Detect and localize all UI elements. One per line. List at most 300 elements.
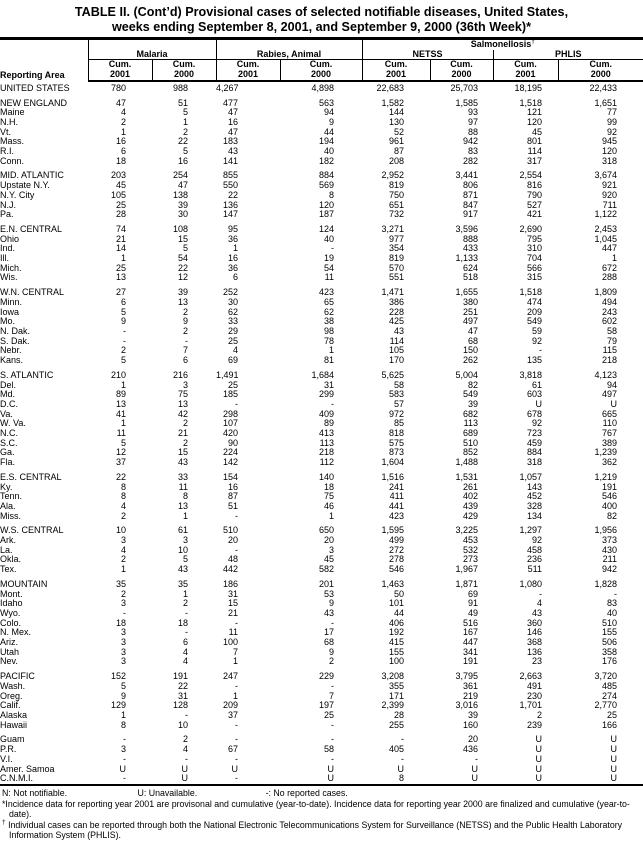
value-cell: 45 — [323, 554, 334, 565]
value-cell: 146 — [526, 627, 542, 638]
reporting-area-cell: P.R. — [0, 744, 17, 755]
value-cell: U — [327, 773, 334, 784]
reporting-area-cell: Wash. — [0, 680, 26, 691]
value-cell: 87 — [227, 491, 238, 502]
value-cell: 101 — [388, 598, 404, 609]
value-cell: 47 — [467, 325, 478, 336]
value-cell: 2 — [182, 598, 188, 609]
value-cell: 409 — [318, 408, 334, 419]
value-cell: 678 — [526, 408, 542, 419]
value-cell: 1,516 — [381, 471, 404, 482]
value-cell: 1,518 — [519, 97, 542, 108]
value-cell: 651 — [388, 199, 404, 210]
value-cell: 115 — [602, 345, 618, 356]
value-cell: 2 — [120, 588, 126, 599]
value-cell: 25 — [607, 710, 618, 720]
value-cell: 1 — [232, 690, 238, 701]
value-cell: 92 — [607, 126, 618, 137]
value-cell: 17 — [323, 627, 334, 638]
table-row — [0, 590, 643, 600]
value-cell: 45 — [531, 126, 542, 137]
value-cell: 21 — [227, 607, 238, 618]
value-cell: 9 — [120, 316, 126, 327]
value-cell: U — [181, 763, 188, 774]
value-cell: 22,433 — [589, 82, 618, 93]
reporting-area-cell: Mich. — [0, 262, 22, 273]
value-cell: 197 — [318, 700, 334, 711]
value-cell: 22 — [177, 680, 188, 691]
table-row — [0, 682, 643, 692]
table-row — [0, 657, 643, 667]
value-cell: 176 — [602, 656, 618, 667]
value-cell: 94 — [607, 379, 618, 390]
value-cell: 36 — [227, 233, 238, 244]
value-cell: 13 — [177, 296, 188, 307]
value-cell: 261 — [462, 481, 478, 492]
value-cell: 1,604 — [381, 457, 404, 468]
reporting-area-cell: Colo. — [0, 617, 22, 628]
value-cell: 170 — [388, 355, 404, 366]
reporting-area-cell: Del. — [0, 379, 17, 390]
value-cell: 1 — [120, 564, 126, 575]
value-cell: 239 — [526, 719, 542, 730]
reporting-area-cell: Mont. — [0, 588, 23, 599]
value-cell: 1 — [612, 253, 618, 264]
value-cell: - — [331, 753, 334, 764]
value-cell: 75 — [323, 491, 334, 502]
value-cell: 211 — [602, 554, 618, 565]
table-row — [0, 721, 643, 731]
value-cell: 255 — [388, 719, 404, 730]
value-cell: 801 — [526, 136, 542, 147]
salmonellosis-label: Salmonellosis — [470, 39, 532, 49]
value-cell: 19 — [323, 253, 334, 264]
value-cell: 358 — [602, 646, 618, 657]
value-cell: 218 — [318, 447, 334, 458]
reporting-area-cell: Nebr. — [0, 345, 22, 356]
value-cell: 1,239 — [594, 447, 618, 458]
value-cell: 415 — [388, 637, 404, 648]
value-cell: - — [235, 680, 238, 691]
value-cell: 888 — [462, 233, 478, 244]
table-row — [0, 327, 643, 337]
value-cell: 4,898 — [311, 82, 334, 93]
value-cell: 497 — [462, 316, 478, 327]
value-cell: U — [610, 734, 618, 745]
reporting-area-cell: Calif. — [0, 700, 21, 711]
value-cell: 420 — [222, 428, 238, 439]
value-cell: 497 — [602, 389, 618, 400]
value-cell: 439 — [462, 500, 478, 511]
value-cell: 43 — [531, 607, 542, 618]
value-cell: 3 — [120, 598, 126, 609]
value-cell: 3 — [120, 627, 126, 638]
value-cell: 2 — [120, 554, 126, 565]
value-cell: 182 — [318, 155, 334, 166]
value-cell: 229 — [318, 671, 334, 682]
value-cell: 39 — [467, 710, 478, 720]
value-cell: 3,208 — [381, 671, 404, 682]
value-cell: 532 — [462, 544, 478, 555]
reporting-area-cell: MID. ATLANTIC — [0, 170, 64, 181]
value-cell: 35 — [115, 578, 126, 589]
table-row — [0, 225, 643, 235]
value-cell: 262 — [462, 355, 478, 366]
value-cell: 2,554 — [519, 170, 542, 181]
table-row — [0, 735, 643, 745]
reporting-area-cell: Va. — [0, 408, 13, 419]
value-cell: - — [235, 734, 238, 745]
value-cell: 236 — [526, 554, 542, 565]
value-cell: 847 — [462, 199, 478, 210]
value-cell: 624 — [462, 262, 478, 273]
value-cell: 527 — [526, 199, 542, 210]
value-cell: 288 — [602, 272, 618, 283]
value-cell: 341 — [462, 646, 478, 657]
reporting-area-cell: W.N. CENTRAL — [0, 287, 65, 298]
value-cell: 47 — [115, 97, 126, 108]
reporting-area-cell: N.C. — [0, 428, 18, 439]
value-cell: 4 — [182, 646, 188, 657]
value-cell: 10 — [115, 525, 126, 536]
value-cell: 40 — [323, 146, 334, 157]
value-cell: 2,770 — [594, 700, 618, 711]
value-cell: - — [614, 588, 618, 599]
value-cell: 3 — [120, 656, 126, 667]
value-cell: 299 — [318, 389, 334, 400]
value-cell: - — [331, 398, 334, 409]
value-cell: 201 — [318, 578, 334, 589]
reporting-area-cell: Upstate N.Y. — [0, 180, 50, 191]
value-cell: 315 — [526, 272, 542, 283]
value-cell: 58 — [393, 379, 404, 390]
value-cell: 8 — [120, 481, 126, 492]
value-cell: 16 — [115, 136, 126, 147]
value-cell: 4 — [182, 656, 188, 667]
value-cell: 92 — [531, 418, 542, 429]
value-cell: 458 — [526, 544, 542, 555]
value-cell: 16 — [227, 253, 238, 264]
value-cell: 82 — [607, 510, 618, 521]
value-cell: 36 — [227, 262, 238, 273]
value-cell: 155 — [602, 627, 618, 638]
value-cell: 2 — [182, 126, 188, 137]
reporting-area-cell: Guam — [0, 734, 25, 745]
table-row — [0, 254, 643, 264]
value-cell: 9 — [328, 646, 334, 657]
reporting-area-cell: N.Y. City — [0, 189, 35, 200]
value-cell: 8 — [182, 491, 188, 502]
value-cell: 51 — [227, 500, 238, 511]
value-cell: 518 — [462, 272, 478, 283]
value-cell: 31 — [323, 379, 334, 390]
value-cell: 124 — [318, 223, 334, 234]
value-cell: 25 — [115, 262, 126, 273]
col-header-netss-2001: Cum. 2001 — [362, 60, 430, 81]
value-cell: 144 — [388, 107, 404, 118]
value-cell: - — [123, 773, 126, 784]
value-cell: 819 — [388, 180, 404, 191]
value-cell: 68 — [467, 335, 478, 346]
value-cell: 1,582 — [381, 97, 404, 108]
value-cell: - — [185, 335, 188, 346]
value-cell: 13 — [115, 398, 126, 409]
value-cell: U — [610, 763, 618, 774]
value-cell: 13 — [177, 398, 188, 409]
table-row — [0, 118, 643, 128]
value-cell: 442 — [222, 564, 238, 575]
value-cell: U — [610, 398, 618, 409]
value-cell: 406 — [388, 617, 404, 628]
value-cell: 20 — [467, 734, 478, 745]
reporting-area-cell: R.I. — [0, 146, 15, 157]
value-cell: 75 — [177, 389, 188, 400]
reporting-area-cell: Iowa — [0, 306, 20, 317]
value-cell: 187 — [318, 209, 334, 220]
table-row — [0, 137, 643, 147]
value-cell: 25 — [227, 379, 238, 390]
value-cell: U — [119, 763, 126, 774]
value-cell: 373 — [602, 535, 618, 546]
value-cell: 1 — [120, 418, 126, 429]
value-cell: 603 — [526, 389, 542, 400]
reporting-area-cell: La. — [0, 544, 13, 555]
value-cell: 9 — [328, 598, 334, 609]
table-body — [0, 81, 643, 785]
value-cell: 11 — [228, 627, 238, 638]
value-cell: 447 — [462, 637, 478, 648]
value-cell: 39 — [467, 398, 478, 409]
value-cell: 3,720 — [594, 671, 618, 682]
value-cell: 310 — [526, 243, 542, 254]
value-cell: 563 — [318, 97, 334, 108]
value-cell: 141 — [222, 155, 238, 166]
value-cell: 942 — [602, 564, 618, 575]
value-cell: 871 — [462, 189, 478, 200]
value-cell: 25 — [323, 710, 334, 720]
value-cell: 210 — [110, 369, 126, 380]
value-cell: 795 — [526, 233, 542, 244]
table-row — [0, 308, 643, 318]
reporting-area-cell: Okla. — [0, 554, 22, 565]
value-cell: 154 — [222, 471, 238, 482]
value-cell: 69 — [467, 588, 478, 599]
value-cell: - — [235, 719, 238, 730]
table-row — [0, 410, 643, 420]
value-cell: 191 — [172, 671, 188, 682]
reporting-area-cell: Utah — [0, 646, 20, 657]
value-cell: 107 — [222, 418, 238, 429]
value-cell: 510 — [462, 437, 478, 448]
value-cell: 1,967 — [455, 564, 478, 575]
value-cell: 94 — [323, 107, 334, 118]
value-cell: 57 — [393, 398, 404, 409]
value-cell: 85 — [393, 418, 404, 429]
value-cell: 30 — [177, 209, 188, 220]
value-cell: 83 — [607, 598, 618, 609]
value-cell: 429 — [462, 510, 478, 521]
value-cell: 4 — [536, 598, 542, 609]
value-cell: 441 — [388, 500, 404, 511]
value-cell: 8 — [328, 189, 334, 200]
value-cell: 1,809 — [594, 287, 618, 298]
value-cell: 2 — [182, 325, 188, 336]
value-cell: - — [539, 345, 542, 356]
table-row — [0, 672, 643, 682]
value-cell: 136 — [222, 199, 238, 210]
reporting-area-cell: N. Dak. — [0, 325, 31, 336]
table-row — [0, 774, 643, 785]
reporting-area-cell: Ill. — [0, 253, 9, 264]
value-cell: 516 — [462, 617, 478, 628]
value-cell: 40 — [607, 607, 618, 618]
value-cell: 113 — [463, 418, 478, 429]
reporting-area-cell: Amer. Samoa — [0, 763, 55, 774]
reporting-area-cell: Conn. — [0, 155, 25, 166]
reporting-area-cell: S.C. — [0, 437, 18, 448]
value-cell: 31 — [227, 588, 238, 599]
value-cell: 380 — [462, 296, 478, 307]
value-cell: 219 — [462, 690, 478, 701]
value-cell: 550 — [222, 180, 238, 191]
value-cell: 39 — [177, 287, 188, 298]
value-cell: 362 — [602, 457, 618, 468]
value-cell: 114 — [389, 335, 404, 346]
legend-unavailable: U: Unavailable. — [137, 787, 198, 798]
value-cell: U — [610, 744, 618, 755]
value-cell: 711 — [602, 199, 618, 210]
value-cell: 16 — [227, 116, 238, 127]
table-row — [0, 273, 643, 283]
value-cell: 3,818 — [519, 369, 542, 380]
reporting-area-cell: Wyo. — [0, 607, 21, 618]
phlis-group-header: PHLIS — [493, 50, 643, 60]
value-cell: 243 — [602, 306, 618, 317]
reporting-area-cell: Alaska — [0, 710, 28, 720]
value-cell: 2 — [120, 345, 126, 356]
value-cell: 10 — [177, 719, 188, 730]
value-cell: 68 — [323, 637, 334, 648]
col-header-rabies-2000: Cum. 2000 — [280, 60, 362, 81]
value-cell: 5 — [182, 107, 188, 118]
value-cell: 43 — [177, 564, 188, 575]
value-cell: - — [123, 335, 126, 346]
value-cell: U — [535, 773, 542, 784]
value-cell: 3 — [182, 379, 188, 390]
value-cell: 18 — [323, 481, 334, 492]
value-cell: 11 — [178, 481, 188, 492]
value-cell: U — [535, 734, 542, 745]
value-cell: 704 — [526, 253, 542, 264]
value-cell: 2,663 — [519, 671, 542, 682]
value-cell: 575 — [388, 437, 404, 448]
value-cell: 65 — [323, 296, 334, 307]
value-cell: 62 — [323, 306, 334, 317]
value-cell: 53 — [323, 588, 334, 599]
malaria-group-header: Malaria — [88, 50, 216, 60]
value-cell: 3 — [328, 544, 334, 555]
value-cell: 425 — [388, 316, 404, 327]
reporting-area-cell: W. Va. — [0, 418, 26, 429]
value-cell: - — [185, 753, 188, 764]
value-cell: 82 — [467, 379, 478, 390]
value-cell: 546 — [388, 564, 404, 575]
value-cell: 602 — [602, 316, 618, 327]
value-cell: 191 — [602, 481, 618, 492]
table-row — [0, 181, 643, 191]
value-cell: 37 — [227, 710, 238, 720]
table-row — [0, 648, 643, 658]
value-cell: 1,518 — [519, 287, 542, 298]
value-cell: - — [185, 710, 188, 720]
reporting-area-cell: Kans. — [0, 355, 24, 366]
table-row — [0, 356, 643, 366]
reporting-area-cell: Ga. — [0, 447, 15, 458]
value-cell: 318 — [526, 457, 542, 468]
value-cell: 723 — [526, 428, 542, 439]
value-cell: 389 — [602, 437, 618, 448]
value-cell: 12 — [177, 272, 188, 283]
value-cell: 29 — [227, 325, 238, 336]
value-cell: 33 — [177, 471, 188, 482]
value-cell: - — [123, 607, 126, 618]
value-cell: 1 — [120, 126, 126, 137]
value-cell: 921 — [602, 180, 618, 191]
value-cell: 251 — [462, 306, 478, 317]
table-row — [0, 609, 643, 619]
value-cell: 972 — [388, 408, 404, 419]
value-cell: 583 — [388, 389, 404, 400]
value-cell: 873 — [388, 447, 404, 458]
value-cell: - — [123, 734, 126, 745]
value-cell: 650 — [318, 525, 334, 536]
value-cell: 6 — [182, 355, 188, 366]
value-cell: 11 — [324, 272, 334, 283]
value-cell: 3,225 — [455, 525, 478, 536]
col-header-malaria-2000: Cum. 2000 — [152, 60, 216, 81]
value-cell: 25 — [227, 335, 238, 346]
value-cell: 136 — [526, 646, 542, 657]
value-cell: 566 — [526, 262, 542, 273]
table-row — [0, 317, 643, 327]
footnote-star: *Incidence data for reporting year 2001 are provisonal and cumulative (year-to-date). Incidence data for reporting year 2000 are finalized and cumulative (year-to-date). — [2, 798, 630, 820]
value-cell: 120 — [602, 146, 618, 157]
value-cell: 360 — [526, 617, 542, 628]
value-cell: 62 — [227, 306, 238, 317]
value-cell: 140 — [318, 471, 334, 482]
table-title — [0, 5, 643, 34]
value-cell: 21 — [115, 233, 126, 244]
value-cell: 40 — [323, 233, 334, 244]
value-cell: - — [401, 753, 404, 764]
value-cell: 430 — [602, 544, 618, 555]
value-cell: 961 — [388, 136, 404, 147]
value-cell: 1 — [182, 116, 188, 127]
value-cell: - — [235, 617, 238, 628]
value-cell: 806 — [462, 180, 478, 191]
value-cell: 4 — [120, 500, 126, 511]
value-cell: 1,828 — [594, 578, 618, 589]
reporting-area-cell: E.N. CENTRAL — [0, 223, 63, 234]
table-row — [0, 628, 643, 638]
value-cell: 4,267 — [216, 82, 239, 93]
value-cell: 453 — [462, 535, 478, 546]
value-cell: 20 — [227, 535, 238, 546]
value-cell: 91 — [467, 598, 478, 609]
value-cell: 282 — [462, 155, 478, 166]
value-cell: 510 — [602, 617, 618, 628]
value-cell: 67 — [227, 744, 238, 755]
